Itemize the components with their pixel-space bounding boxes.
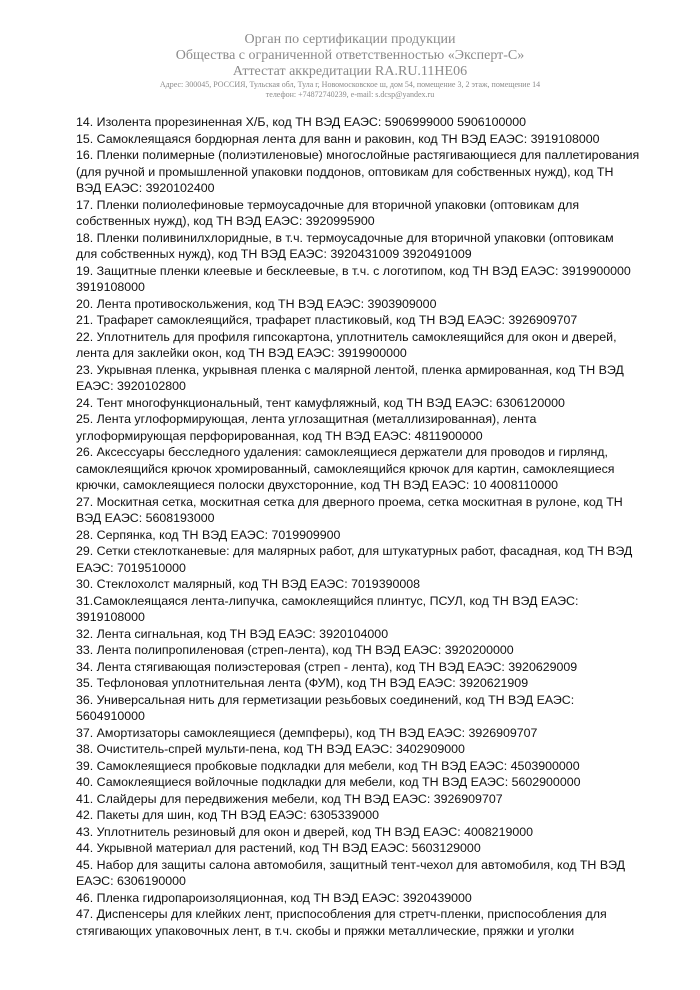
- list-line: 16. Пленки полимерные (полиэтиленовые) многослойные растягивающиеся для паллетирования: [76, 148, 640, 162]
- list-line: 28. Серпянка, код ТН ВЭД ЕАЭС: 7019909900: [76, 527, 341, 542]
- list-line: 23. Укрывная пленка, укрывная пленка с малярной лентой, пленка армированная, код ТН ВЭД: [76, 362, 624, 377]
- list-line: 45. Набор для защиты салона автомобиля, защитный тент-чехол для автомобиля, код ТН ВЭД: [76, 857, 625, 872]
- list-line: ЕАЭС: 6306190000: [76, 874, 186, 888]
- list-line: ЕАЭС: 3920102800: [76, 379, 186, 393]
- list-line: 36. Универсальная нить для герметизации резьбовых соединений, код ТН ВЭД ЕАЭС:: [76, 692, 575, 707]
- list-line: 20. Лента противоскольжения, код ТН ВЭД ЕАЭС: 3903909000: [76, 296, 437, 311]
- list-line: 17. Пленки полиолефиновые термоусадочные для вторичной упаковки (оптовикам для: [76, 197, 580, 212]
- list-line: 41. Слайдеры для передвижения мебели, код ТН ВЭД ЕАЭС: 3926909707: [76, 791, 503, 806]
- list-line: 42. Пакеты для шин, код ТН ВЭД ЕАЭС: 6305339000: [76, 808, 380, 822]
- product-list: [76, 114, 666, 939]
- list-line: 35. Тефлоновая уплотнительная лента (ФУМ), код ТН ВЭД ЕАЭС: 3920621909: [76, 676, 529, 690]
- list-line: 43. Уплотнитель резиновый для окон и дверей, код ТН ВЭД ЕАЭС: 4008219000: [76, 824, 534, 839]
- list-line: 32. Лента сигнальная, код ТН ВЭД ЕАЭС: 3920104000: [76, 626, 389, 641]
- header-company-name: Общества с ограниченной ответственностью «Эксперт-С»: [175, 48, 525, 63]
- list-line: 31.Самоклеящаяся лента-липучка, самоклеящийся плинтус, ПСУЛ, код ТН ВЭД ЕАЭС:: [76, 593, 579, 608]
- list-line: ВЭД ЕАЭС: 3920102400: [76, 181, 215, 195]
- list-line: 27. Москитная сетка, москитная сетка для дверного проема, сетка москитная в рулоне, код ТН: [76, 494, 623, 509]
- list-line: (для ручной и промышленной упаковки поддонов, оптовикам для собственных нужд), код ТН: [76, 164, 614, 179]
- list-line: 39. Самоклеящиеся пробковые подкладки для мебели, код ТН ВЭД ЕАЭС: 4503900000: [76, 758, 580, 773]
- list-line: 22. Уплотнитель для профиля гипсокартона, уплотнитель самоклеящийся для окон и дверей,: [76, 329, 617, 344]
- list-line: ВЭД ЕАЭС: 5608193000: [76, 511, 215, 525]
- list-line: ЕАЭС: 7019510000: [76, 560, 186, 575]
- certification-header: [0, 32, 700, 100]
- list-line: крючки, самоклеящиеся полоски двухсторонние, код ТН ВЭД ЕАЭС: 10 4008110000: [76, 478, 559, 492]
- list-line: 30. Стеклохолст малярный, код ТН ВЭД ЕАЭС: 7019390008: [76, 577, 421, 591]
- list-line: лента для заклейки окон, код ТН ВЭД ЕАЭС: 3919900000: [76, 346, 407, 360]
- header-address: Адрес: 300045, РОССИЯ, Тульская обл, Тула г, Новомосковское ш, дом 54, помещение 3, 2 этаж, помещение 14: [159, 80, 541, 89]
- list-line: 34. Лента стягивающая полиэстеровая (стреп - лента), код ТН ВЭД ЕАЭС: 3920629009: [76, 659, 578, 674]
- list-line: самоклеящийся крючок хромированный, самоклеящийся крючок для картин, самоклеящиеся: [76, 461, 615, 476]
- list-line: 5604910000: [76, 709, 145, 723]
- header-organ-title: Орган по сертификации продукции: [244, 32, 456, 47]
- list-line: 3919108000: [76, 280, 145, 294]
- list-line: 40. Самоклеящиеся войлочные подкладки для мебели, код ТН ВЭД ЕАЭС: 5602900000: [76, 775, 581, 789]
- list-line: 18. Пленки поливинилхлоридные, в т.ч. термоусадочные для вторичной упаковки (оптовикам: [76, 230, 614, 245]
- list-line: 14. Изолента прорезиненная Х/Б, код ТН ВЭД ЕАЭС: 5906999000 5906100000: [76, 115, 527, 129]
- list-line: собственных нужд), код ТН ВЭД ЕАЭС: 3920995900: [76, 214, 375, 228]
- list-line: 25. Лента углоформирующая, лента углозащитная (металлизированная), лента: [76, 412, 537, 426]
- list-line: 46. Пленка гидропароизоляционная, код ТН ВЭД ЕАЭС: 3920439000: [76, 890, 472, 905]
- list-line: 33. Лента полипропиленовая (стреп-лента), код ТН ВЭД ЕАЭС: 3920200000: [76, 643, 514, 657]
- list-line: 29. Сетки стеклотканевые: для малярных работ, для штукатурных работ, фасадная, код ТН ВЭД: [76, 544, 633, 558]
- list-line: для собственных нужд), код ТН ВЭД ЕАЭС: 3920431009 3920491009: [76, 247, 472, 261]
- list-line: 24. Тент многофункциональный, тент камуфляжный, код ТН ВЭД ЕАЭС: 6306120000: [76, 395, 565, 410]
- header-accreditation: Аттестат аккредитации RA.RU.11НЕ06: [232, 64, 468, 79]
- list-line: 38. Очиститель-спрей мульти-пена, код ТН ВЭД ЕАЭС: 3402909000: [76, 742, 465, 756]
- list-line: 15. Самоклеящаяся бордюрная лента для ванн и раковин, код ТН ВЭД ЕАЭС: 3919108000: [76, 131, 600, 146]
- list-line: 19. Защитные пленки клеевые и бесклеевые, в т.ч. с логотипом, код ТН ВЭД ЕАЭС: 3919900000: [76, 263, 631, 278]
- list-line: стягивающих упаковочных лент, в т.ч. скобы и пряжки металлические, пряжки и уголки: [76, 923, 575, 938]
- list-line: 26. Аксессуары бесследного удаления: самоклеящиеся держатели для проводов и гирлянд,: [76, 445, 608, 459]
- list-line: 47. Диспенсеры для клейких лент, приспособления для стретч-пленки, приспособления для: [76, 907, 607, 921]
- list-line: углоформирующая перфорированная, код ТН ВЭД ЕАЭС: 4811900000: [76, 428, 483, 443]
- header-contacts: телефон: +74872740239, e-mail: s.dcsp@yandex.ru: [265, 90, 435, 99]
- list-line: 44. Укрывной материал для растений, код ТН ВЭД ЕАЭС: 5603129000: [76, 841, 481, 855]
- list-line: 3919108000: [76, 610, 145, 624]
- list-line: 21. Трафарет самоклеящийся, трафарет пластиковый, код ТН ВЭД ЕАЭС: 3926909707: [76, 313, 578, 327]
- list-line: 37. Амортизаторы самоклеящиеся (демпферы), код ТН ВЭД ЕАЭС: 3926909707: [76, 725, 538, 740]
